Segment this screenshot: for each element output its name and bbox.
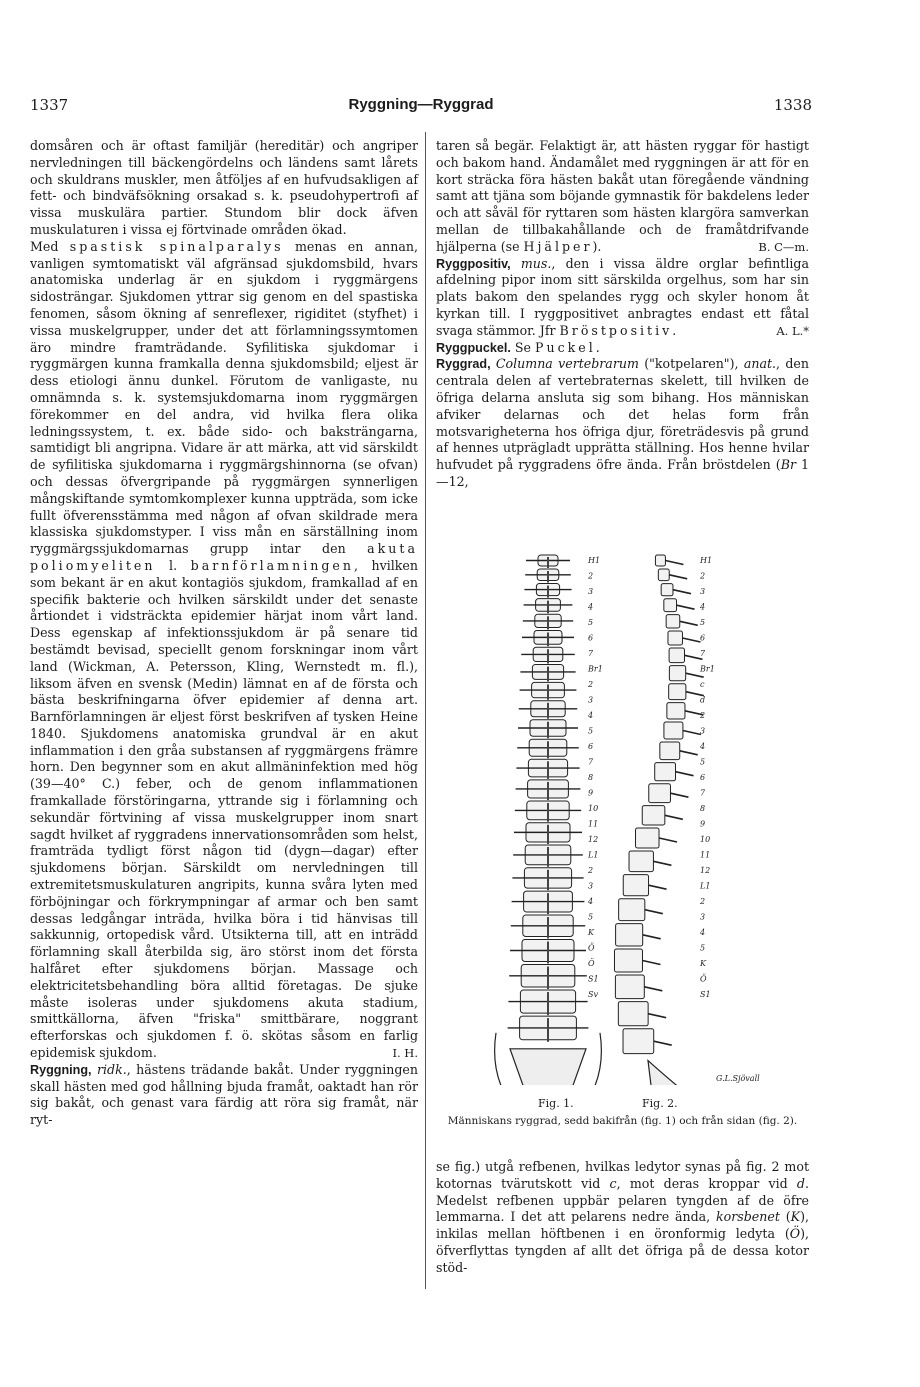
fig2-mark: 5	[700, 943, 706, 953]
vertebra-side	[623, 875, 666, 896]
fig1-mark: 12	[588, 835, 599, 844]
vertebra-side	[667, 703, 706, 720]
fig2-mark: L1	[700, 881, 711, 891]
vertebra-side	[616, 924, 661, 946]
sacrum-back	[510, 1049, 586, 1085]
entry-ryggning: Ryggning, ridk., hästens trädande bakåt. Under ryggningen skall hästen med god hållning bjuda framåt, oaktadt han rör sig bakåt, och genast vara färdig att röra sig framåt, när ryt-	[30, 1061, 418, 1128]
spaced-term: Bröstpositiv	[559, 322, 673, 338]
vertebra-side	[618, 1002, 666, 1026]
fig2-mark: d	[700, 695, 706, 705]
fig2-mark: Ö	[700, 974, 707, 984]
fig1-mark: 11	[588, 819, 599, 829]
fig1-mark: 7	[588, 757, 594, 767]
fig2-mark: 3	[700, 587, 706, 596]
vertebra-side	[664, 599, 695, 612]
vertebra-side	[623, 1029, 672, 1054]
paragraph-ryggrad-cont: se fig.) utgå refbenen, hvilkas ledytor synas på fig. 2 mot kotornas tvärutskott vid c, mot deras kroppar vid d. Medelst refbenen uppbär pelaren tyngden af de öfre lemmarna. I det att pelarens nedre ända, korsbenet (K), inkilas mellan höftbenen i en öronformig ledyta (Ö), öfverflyttas tyngden af allt det öfriga på de dessa kotor stöd-	[436, 1159, 809, 1275]
vertebra-back	[510, 940, 586, 964]
entry-ryggrad: Ryggrad, Columna vertebrarum ("kotpelaren"), anat., den centrala delen af vertebraternas skelett, till hvilken de öfriga delarna ansluta sig som bihang. Hos människan afviker delarnas och det helas form från motsvarigheterna hos öfriga djur, företrädesvis på grund af hennes utprägladt upprätta ställning. Hos henne hvilar hufvudet på ryggradens öfre ända. Från bröstdelen (Br 1—12,	[436, 356, 809, 489]
fig2-mark: 6	[700, 773, 706, 782]
vertebra-side	[668, 631, 701, 645]
fig2-mark: 4	[700, 742, 706, 751]
fig2-mark: 2	[700, 571, 706, 581]
fig1-mark: 5	[588, 618, 594, 627]
fig1-mark: 4	[588, 711, 594, 720]
fig2-mark: 7	[700, 788, 706, 798]
fig1-mark: Br1	[588, 664, 603, 674]
fig1-mark: 6	[588, 742, 594, 751]
vertebra-side	[660, 742, 698, 760]
spaced-term: akuta poliomyeliten	[30, 541, 418, 573]
vertebra-side	[619, 899, 663, 921]
fig1-mark: Ö	[588, 943, 595, 953]
fig1-mark: 7	[588, 649, 594, 658]
vertebra-side	[669, 648, 702, 663]
vertebra-side	[655, 763, 694, 781]
fig2-mark: K	[700, 959, 706, 968]
vertebra-side	[649, 784, 689, 803]
vertebra-back	[525, 569, 571, 583]
fig2-mark: 9	[700, 819, 706, 829]
author-signature: B. C—m.	[758, 239, 809, 254]
fig2-mark: 4	[700, 928, 706, 937]
vertebra-back	[516, 780, 581, 800]
fig1-mark: L1	[588, 850, 599, 860]
vertebra-back	[521, 647, 575, 663]
vertebra-back	[522, 631, 574, 647]
fig1-mark: 3	[588, 587, 594, 596]
fig2-mark: 11	[700, 850, 711, 860]
hip-joint-right	[586, 1033, 601, 1085]
vertebra-back	[508, 1016, 589, 1042]
spine-illustration	[488, 545, 788, 1085]
vertebra-back	[520, 665, 575, 682]
vertebra-back	[524, 599, 573, 614]
author-signature: A. L.*	[776, 323, 809, 338]
fig2-label: Fig. 2.	[642, 1097, 678, 1110]
vertebra-side	[655, 555, 683, 566]
page-number-right: 1338	[773, 96, 812, 114]
right-column-top	[436, 138, 809, 491]
fig2-mark: 3	[700, 912, 706, 922]
entry-ryggpositiv: Ryggpositiv, mus., den i vissa äldre orglar befintliga afdelning pipor inom sitt särskilda orgelhus, som har sin plats bakom den spelandes rygg och skyler honom åt kyrkan till. I ryggpositivet anbragtes endast ett fåtal svaga stämmor. Jfr Bröstpositiv. A. L.*	[436, 255, 809, 338]
fig1-mark: 2	[588, 866, 594, 875]
fig2-mark: 5	[700, 618, 706, 627]
vertebra-side	[615, 975, 662, 999]
vertebra-side	[636, 828, 678, 848]
fig2-mark: 4	[700, 602, 706, 612]
vertebra-back	[508, 990, 587, 1015]
fig1-label: Fig. 1.	[538, 1097, 574, 1110]
vertebra-side	[614, 949, 660, 972]
vertebra-side	[669, 666, 703, 681]
right-column-bottom	[436, 1159, 809, 1277]
fig1-mark: 4	[588, 602, 594, 612]
fig1-mark: 3	[588, 881, 594, 891]
illustrator-signature: G.L.Sjövall	[716, 1074, 760, 1083]
cross-reference: Puckel	[534, 339, 596, 355]
running-title: Ryggning—Ryggrad	[348, 96, 494, 113]
entry-ryggpuckel: Ryggpuckel. Se Puckel.	[436, 339, 600, 355]
fig1-mark: 5	[588, 912, 594, 922]
spaced-term: spastisk spinalparalys	[69, 238, 284, 254]
fig2-mark: H1	[700, 556, 713, 565]
paragraph-ryggning-cont: taren så begär. Felaktigt är, att hästen ryggar för hastigt och bakom hand. Ändamålet med ryggningen är att för en kort sträcka föra hästen bakåt utan föregående vändning samt att tjäna som böjande gymnastik för bakdelens leder och att såväl för ryttaren som hästen klargöra samverkan mellan de tillbakahållande och de framåtdrifvande hjälperna (se Hjälper). B. C—m.	[436, 138, 809, 254]
fig2-mark: Br1	[700, 664, 715, 674]
vertebra-side	[666, 615, 698, 628]
fig2-mark: c	[700, 680, 705, 689]
fig2-mark: 3	[700, 726, 706, 736]
page-header	[30, 96, 812, 120]
fig1-mark: S1	[588, 974, 599, 984]
paragraph-spinal-diseases: Med spastisk spinalparalys menas en annan, vanligen symtomatiskt väl afgränsad sjukdomsbild, hvars anatomiska underlag är en sjukdom i ryggmärgens sidosträngar. Sjukdomen yttrar sig genom en del spastiska fenomen, såsom ökning af senreflexer, rigiditet (styfhet) i vissa muskelgrupper, under det att förlamningssymtomen äro mindre framträdande. Syfilitiska sjukdomar i ryggmärgen kunna framkalla denna sjukdomsbild; eljest är dess etiologi ännu dunkel. Förutom de vanligaste, nu omnämnda s. k. systemsjukdomarna inom ryggmärgen förekommer en del andra, vid hvilka flera olika ledningssystem, t. ex. både sido- och baksträngarna, samtidigt bli angripna. Vidare är att märka, att vid särskildt de syfilitiska sjukdomarna i ryggmärgshinnorna (se ofvan) och dessas öfvergripande på ryggmärgen synnerligen mångskiftande symtomkomplexer kunna uppträda, som icke fullt öfverensstämma med någon af ofvan skildrade mera klassiska sjukdomstyper. I viss mån en särställning inom ryggmärgssjukdomarnas grupp intar den akuta poliomyeliten l. barnförlamningen, hvilken som bekant är en akut kontagiös sjukdom, framkallad af en specifik bakterie och hvilken särskildt under det senaste årtiondet i vidsträckta epidemier härjat inom vårt land. Dess egenskap af infektionssjukdom är på senare tid bestämdt bevisad, speciellt genom forskningar inom vårt land (Wickman, A. Petersson, Kling, Wernstedt m. fl.), liksom äfven en svensk (Medin) lämnat en af de första och bästa beskrifningarna öfver epidemier af denna art. Barnförlamningen är eljest först beskrifven af tysken Heine 1840. Sjukdomens anatomiska grundval är en akut inflammation i den gråa substansen af ryggmärgens främre horn. Den begynner som en akut allmäninfektion med hög (39—40° C.) feber, och de genom inflammationen framkallade förstöringarna, yttrande sig i förlamning och sekundär förtvining af vissa muskelgrupper inom snart sagdt hvilket af ryggradens innervationsområden som helst, framträda tydligt först någon tid (dygn—dagar) efter sjukdomens början. Särskildt om nervledningen till extremitetsmuskulaturen angripits, kunna svåra lyten med förböjningar och förkrympningar af armar och ben samt dessas ledgångar inträda, hvilka böra i tid hänvisas till sakkunnig, ortopedisk vård. Utsikterna till, att en inträdd förlamning skall återbilda sig, äro störst inom det första halfåret efter sjukdomens början. Massage och elektricitetsbehandling böra alltid företagas. De sjuke måste isoleras under sjukdomens akuta stadium, smittkällorna, äfven "friska" smittbärare, noggrant efterforskas och sjukdomen f. ö. skötas såsom en farlig epidemisk sjukdom. I. H.	[30, 238, 418, 1061]
vertebra-back	[526, 555, 570, 568]
left-column	[30, 138, 418, 1129]
spine-figure	[488, 545, 788, 1085]
fig1-mark: 8	[588, 773, 594, 782]
headword: Ryggpuckel.	[436, 340, 511, 355]
vertebra-side	[664, 722, 701, 739]
vertebra-back	[512, 891, 585, 914]
paragraph: domsåren och är oftast familjär (hereditär) och angriper nervledningen till bäckengördelns och ländens samt lårets och skuldrans muskler, men åtföljes af en hufvudsakligen af fett- och bindväfsökning orsakad s. k. pseudohypertrofi af vissa muskulära partier. Stundom blir dock äfven muskulaturen i vissa ej förtvinade områden ökad.	[30, 138, 418, 237]
fig1-mark: 5	[588, 726, 594, 736]
vertebra-back	[511, 915, 585, 938]
fig2-mark: 10	[700, 835, 711, 844]
fig1-mark: K	[588, 928, 594, 937]
author-signature: I. H.	[392, 1046, 418, 1061]
vertebra-side	[669, 684, 704, 700]
vertebra-back	[516, 759, 579, 779]
fig1-mark: Sv	[588, 990, 598, 999]
fig2-mark: 6	[700, 633, 706, 643]
fig2-mark: 2	[700, 711, 706, 720]
headword: Ryggrad,	[436, 357, 491, 372]
fig1-spine-back-view	[495, 555, 602, 1085]
vertebra-back	[518, 720, 578, 739]
fig1-mark: 2	[588, 680, 594, 689]
fig1-mark: 6	[588, 633, 594, 643]
vertebra-back	[512, 868, 583, 890]
fig2-mark: 12	[700, 866, 711, 875]
fig1-labels	[587, 556, 603, 999]
fig1-mark: 4	[588, 897, 594, 906]
fig2-mark: 2	[700, 897, 706, 906]
vertebra-back	[520, 682, 577, 699]
vertebra-back	[517, 739, 579, 758]
vertebra-side	[661, 584, 691, 596]
fig2-mark: 7	[700, 649, 706, 658]
vertebra-back	[523, 614, 573, 629]
vertebra-back	[509, 965, 587, 990]
fig1-mark: H1	[588, 556, 601, 565]
headword: Ryggpositiv,	[436, 256, 511, 271]
page-number-left: 1337	[30, 96, 69, 114]
vertebra-side	[642, 806, 683, 825]
fig1-mark: 10	[588, 804, 599, 813]
spaced-term: Hjälper	[523, 238, 593, 254]
fig1-mark: 2	[588, 571, 594, 581]
figure-caption: Människans ryggrad, sedd bakifrån (fig. 1) och från sidan (fig. 2).	[447, 1115, 798, 1127]
vertebra-side	[658, 569, 687, 581]
fig2-mark: 8	[700, 804, 706, 813]
vertebra-back	[524, 584, 571, 598]
vertebra-side	[629, 851, 671, 872]
fig1-mark: Ö	[588, 959, 595, 968]
fig1-mark: 9	[588, 788, 594, 798]
vertebra-back	[515, 801, 581, 822]
hip-joint-left	[495, 1033, 510, 1085]
vertebra-back	[519, 701, 577, 719]
fig1-mark: 3	[588, 695, 594, 705]
headword: Ryggning,	[30, 1062, 92, 1077]
fig2-mark: 5	[700, 757, 706, 767]
fig2-mark: S1	[700, 990, 711, 999]
vertebra-back	[513, 845, 583, 867]
vertebra-back	[514, 823, 582, 844]
fig2-labels	[699, 556, 715, 999]
spaced-term: barnförlamningen	[190, 557, 354, 573]
fig2-spine-side-view	[614, 555, 728, 1085]
column-divider	[425, 132, 426, 1289]
